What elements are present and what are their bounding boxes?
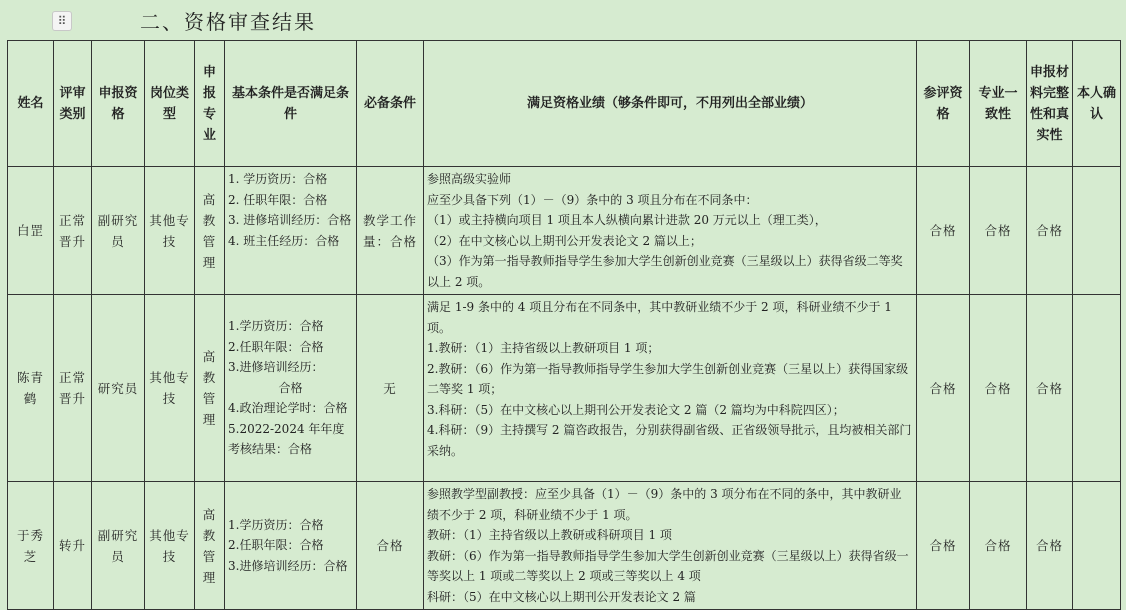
cell-achievements	[424, 482, 917, 610]
header-consistency: 专业一致性	[970, 41, 1027, 167]
achievement-line: 参照高级实验师	[427, 172, 512, 186]
cell-name: 白罡	[8, 167, 54, 295]
cell-required: 无	[357, 295, 424, 482]
cell-required: 教学工作量：合格	[357, 167, 424, 295]
header-category: 评审类别	[54, 41, 92, 167]
cell-category: 正常晋升	[54, 167, 92, 295]
cell-consistency: 合格	[970, 295, 1027, 482]
basic-line: 1.学历资历：合格	[228, 517, 324, 532]
cell-basic-conditions	[225, 482, 357, 610]
cell-post-type: 其他专技	[145, 482, 195, 610]
qualification-review-table	[7, 40, 1121, 610]
header-row	[8, 41, 1121, 167]
cell-materials: 合格	[1027, 295, 1073, 482]
cell-post-type: 其他专技	[145, 167, 195, 295]
table-row	[8, 295, 1121, 482]
basic-line: 1. 学历资历：合格	[228, 172, 328, 186]
header-confirm: 本人确认	[1073, 41, 1121, 167]
basic-line: 5.2022-2024 年年度考核结果：合格	[228, 421, 345, 457]
achievement-line: 参照教学型副教授：应至少具备（1）－（9）条中的 3 项分布在不同的条中，其中教研业绩不少于 2 项，科研业绩不少于 1 项。	[427, 487, 902, 522]
cell-eligible: 合格	[917, 482, 970, 610]
cell-consistency: 合格	[970, 482, 1027, 610]
basic-line: 2. 任职年限：合格	[228, 192, 328, 207]
cell-name: 于秀芝	[8, 482, 54, 610]
cell-post-type: 其他专技	[145, 295, 195, 482]
header-post-type: 岗位类型	[145, 41, 195, 167]
header-materials: 申报材料完整性和真实性	[1027, 41, 1073, 167]
achievement-line: 4.科研：（9）主持撰写 2 篇咨政报告，分别获得副省级、正省级领导批示，且均被相关部门采纳。	[427, 423, 912, 458]
cell-major: 高教管理	[195, 167, 225, 295]
section-title: 二、资格审查结果	[140, 10, 316, 34]
table-row	[8, 482, 1121, 610]
table-row	[8, 167, 1121, 295]
cell-qualification: 副研究员	[92, 167, 145, 295]
cell-achievements	[424, 167, 917, 295]
cell-materials: 合格	[1027, 482, 1073, 610]
achievement-line: 教研：（1）主持省级以上教研或科研项目 1 项	[427, 528, 672, 542]
cell-category: 转升	[54, 482, 92, 610]
header-required: 必备条件	[357, 41, 424, 167]
cell-consistency: 合格	[970, 167, 1027, 295]
cell-required: 合格	[357, 482, 424, 610]
basic-line: 1.学历资历：合格	[228, 319, 324, 334]
header-eligible: 参评资格	[917, 41, 970, 167]
basic-line: 合格	[278, 380, 303, 395]
achievement-line: 2.教研：（6）作为第一指导教师指导学生参加大学生创新创业竞赛（三星以上）获得国家级二等奖 1 项；	[427, 361, 909, 396]
cell-basic-conditions	[225, 167, 357, 295]
cell-eligible: 合格	[917, 295, 970, 482]
achievement-line: （1）或主持横向项目 1 项且本人纵横向累计进款 20 万元以上（理工类），	[427, 213, 827, 227]
basic-line: 2.任职年限：合格	[228, 538, 324, 553]
cell-qualification: 副研究员	[92, 482, 145, 610]
achievement-line: 教研：（6）作为第一指导教师指导学生参加大学生创新创业竞赛（三星级以上）获得省级一等奖以上 1 项或二等奖以上 2 项或三等奖以上 4 项	[427, 548, 909, 583]
basic-line: 4.政治理论学时：合格	[228, 401, 348, 416]
cell-materials: 合格	[1027, 167, 1073, 295]
cell-confirm[interactable]	[1073, 167, 1121, 295]
cell-qualification: 研究员	[92, 295, 145, 482]
header-major: 申报专业	[195, 41, 225, 167]
cell-eligible: 合格	[917, 167, 970, 295]
achievement-line: 满足 1-9 条中的 4 项且分布在不同条中，其中教研业绩不少于 2 项，科研业绩不少于 1 项。	[427, 300, 892, 335]
header-qualification: 申报资格	[92, 41, 145, 167]
cell-confirm[interactable]	[1073, 295, 1121, 482]
achievement-line: （2）在中文核心以上期刊公开发表论文 2 篇以上；	[427, 233, 702, 248]
basic-line: 3.进修培训经历：	[228, 360, 324, 375]
achievement-line: 科研：（5）在中文核心以上期刊公开发表论文 2 篇	[427, 589, 696, 604]
cell-basic-conditions	[225, 295, 357, 482]
basic-line: 3. 进修培训经历：合格	[228, 213, 352, 227]
cell-name: 陈青鹤	[8, 295, 54, 482]
cell-confirm[interactable]	[1073, 482, 1121, 610]
cell-category: 正常晋升	[54, 295, 92, 482]
header-name: 姓名	[8, 41, 54, 167]
achievement-line: 应至少具备下列（1）－（9）条中的 3 项且分布在不同条中：	[427, 192, 758, 207]
cell-major: 高教管理	[195, 482, 225, 610]
basic-line: 4. 班主任经历：合格	[228, 233, 340, 248]
achievement-line: （3）作为第一指导教师指导学生参加大学生创新创业竞赛（三星级以上）获得省级二等奖以上 2 项。	[427, 254, 903, 289]
achievement-line: 1.教研：（1）主持省级以上教研项目 1 项；	[427, 341, 660, 355]
header-basic-conditions: 基本条件是否满足条件	[225, 41, 357, 167]
cell-achievements	[424, 295, 917, 482]
basic-line: 3.进修培训经历：合格	[228, 558, 348, 573]
cell-major: 高教管理	[195, 295, 225, 482]
basic-line: 2.任职年限：合格	[228, 339, 324, 354]
drag-handle-icon[interactable]: ⠿	[52, 11, 72, 31]
header-achievements: 满足资格业绩（够条件即可，不用列出全部业绩）	[424, 41, 917, 167]
achievement-line: 3.科研：（5）在中文核心以上期刊公开发表论文 2 篇（2 篇均为中科院四区）；	[427, 402, 845, 417]
